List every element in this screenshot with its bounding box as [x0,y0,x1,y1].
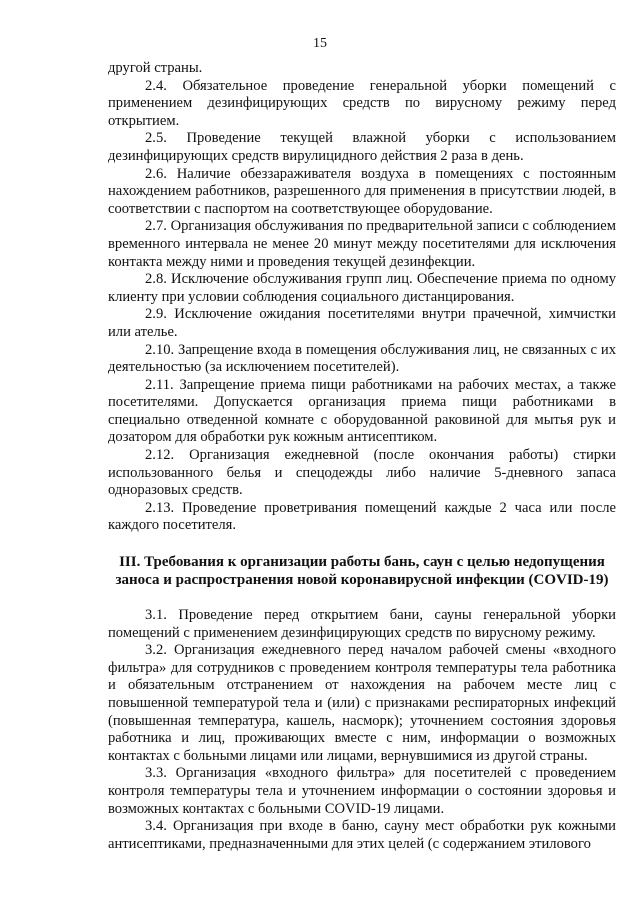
document-body [108,60,616,853]
paragraph-2-13: 2.13. Проведение проветривания помещений каждые 2 часа или после каждого посетителя. [108,499,616,534]
paragraph-2-8: 2.8. Исключение обслуживания групп лиц. Обеспечение приема по одному клиенту при условии соблюдения социального дистанцирования. [108,271,616,305]
paragraph-2-9: 2.9. Исключение ожидания посетителями внутри прачечной, химчистки или ателье. [108,306,616,340]
paragraph-3-4: 3.4. Организация при входе в баню, сауну мест обработки рук кожными антисептиками, предназначенными для этих целей (с содержанием этилового [108,818,616,852]
paragraph-2-5: 2.5. Проведение текущей влажной уборки с использованием дезинфицирующих средств вирулицидного действия 2 раза в день. [108,130,616,164]
page-number: 15 [313,36,327,51]
paragraph-3-1: 3.1. Проведение перед открытием бани, сауны генеральной уборки помещений с применением дезинфицирующих средств по вирусному режиму. [108,607,616,641]
paragraph-3-3: 3.3. Организация «входного фильтра» для посетителей с проведением контроля температуры тела и уточнением информации о состоянии здоровья и возможных контактах с больными COVID-19 лицами. [108,765,616,817]
paragraph-2-6: 2.6. Наличие обеззараживателя воздуха в помещениях с постоянным нахождением работников, разрешенного для применения в присутствии людей, в соответствии с паспортом на соответствующее оборудование. [108,165,616,217]
section-heading-line-2: заноса и распространения новой коронавирусной инфекции (COVID-19) [115,572,609,589]
section-heading-line-1: III. Требования к организации работы бань, саун с целью недопущения [119,554,605,571]
section-spacer [108,589,616,607]
paragraph-3-2: 3.2. Организация ежедневного перед началом рабочей смены «входного фильтра» для сотрудников с проведением контроля температуры тела работника и обязательным отстранением от нахождения на рабочем месте лиц с повышенной температурой тела и (или) с признаками респираторных инфекций (повышенная температура, кашель, насморк); уточнением состояния здоровья работника и лиц, проживающих вместе с ним, информации о возможных контактах с больными лицами или лицами, вернувшимися из другой страны. [108,642,616,764]
paragraph-2-4: 2.4. Обязательное проведение генеральной уборки помещений с применением дезинфицирующих средств по вирусному режиму перед открытием. [108,77,616,129]
paragraph-continuation: другой страны. [108,60,203,76]
paragraph-2-11: 2.11. Запрещение приема пищи работниками на рабочих местах, а также посетителями. Допускается организация приема пищи работниками в специально отведенной комнате с оборудованной раковиной для мытья рук и дозатором для обработки рук кожным антисептиком. [108,376,616,446]
paragraph-2-7: 2.7. Организация обслуживания по предварительной записи с соблюдением временного интервала не менее 20 минут между посетителями для исключения контакта между ними и проведения текущей дезинфекции. [108,218,616,270]
paragraph-2-10: 2.10. Запрещение входа в помещения обслуживания лиц, не связанных с их деятельностью (за исключением посетителей). [108,341,616,376]
section-spacer [108,535,616,553]
section-heading [108,553,616,589]
paragraph-2-12: 2.12. Организация ежедневной (после окончания работы) стирки использованного белья и спецодежды либо наличие 5-дневного запаса одноразовых средств. [108,447,616,499]
